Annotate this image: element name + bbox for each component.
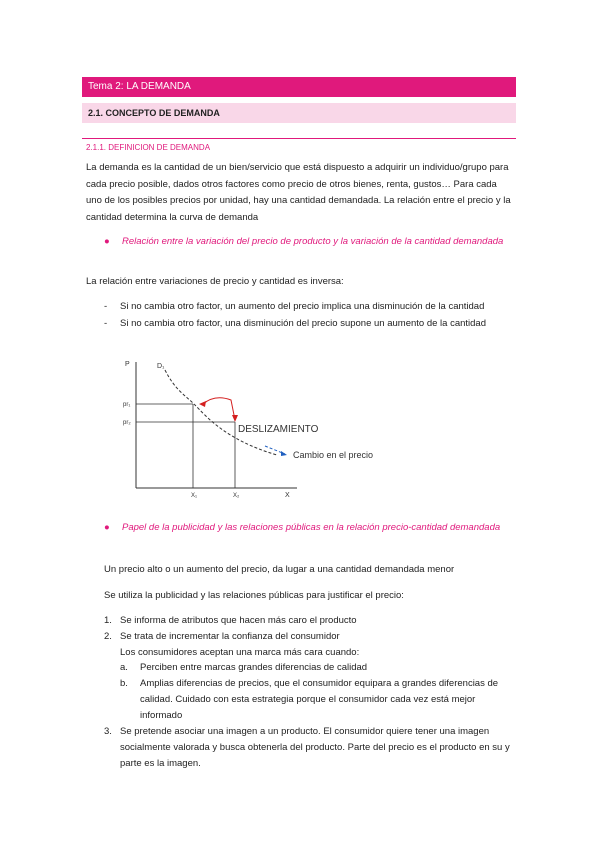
list-item-2-marker: 2. — [104, 631, 112, 642]
demand-curve-graph — [115, 350, 415, 510]
list-item-2-note — [104, 645, 514, 661]
bullet-icon: ● — [104, 236, 110, 247]
sublist-item-a — [120, 660, 514, 676]
sublist-item-a-text: Perciben entre marcas grandes diferencias de calidad — [140, 662, 368, 673]
blue-arrow-head — [281, 451, 287, 456]
dash-item-1: - Si no cambia otro factor, un aumento del precio implica una disminución de la cantidad — [104, 301, 485, 312]
qty1-label: X₁ — [191, 493, 198, 499]
subsection-heading: 2.1.1. DEFINICION DE DEMANDA — [86, 143, 211, 152]
list-item-3 — [104, 724, 514, 772]
intro-paragraph: La demanda es la cantidad de un bien/servicio que está dispuesto a adquirir un individuo/grupo para cada precio posible, dados otros factores como precio de otros bienes, renta, gustos… Para cada uno de los posibles precios por unidad, hay una cantidad demandada. La relación entre el precio y la cantidad determina la curva de demanda — [86, 162, 511, 223]
bullet-relacion — [104, 234, 514, 250]
section-rule — [82, 138, 516, 139]
red-arrow-head-down — [232, 415, 238, 422]
annotation-cambio-precio: Cambio en el precio — [293, 450, 374, 460]
list-item-1 — [104, 613, 514, 629]
relacion-paragraph: La relación entre variaciones de precio y cantidad es inversa: — [86, 276, 344, 287]
bullet-publicidad — [104, 520, 514, 536]
red-arrow-head-left — [199, 401, 206, 407]
bullet-relacion-text: Relación entre la variación del precio de producto y la variación de la cantidad demandada — [122, 236, 504, 247]
qty2-label: X₂ — [233, 493, 240, 499]
topic-header-bar: Tema 2: LA DEMANDA — [82, 77, 516, 97]
curve-label: D₁ — [157, 363, 165, 370]
x-axis-label: X — [285, 492, 290, 499]
list-item-1-marker: 1. — [104, 615, 112, 626]
demand-curve — [165, 370, 277, 455]
list-item-1-text: Se informa de atributos que hacen más caro el producto — [120, 615, 357, 626]
dash-item-1-text: Si no cambia otro factor, un aumento del precio implica una disminución de la cantidad — [120, 301, 485, 312]
list-item-2-note-text: Los consumidores aceptan una marca más cara cuando: — [120, 647, 360, 658]
precio-alto-paragraph: Un precio alto o un aumento del precio, da lugar a una cantidad demandada menor — [104, 564, 455, 575]
annotation-deslizamiento: DESLIZAMIENTO — [238, 424, 319, 435]
dash-item-2: - Si no cambia otro factor, una disminución del precio supone un aumento de la cantidad — [104, 318, 486, 329]
section-header-bar: 2.1. CONCEPTO DE DEMANDA — [82, 103, 516, 123]
sublist-item-b-marker: b. — [120, 678, 128, 689]
sublist-item-a-marker: a. — [120, 662, 128, 673]
bullet-icon: ● — [104, 522, 110, 533]
list-item-2-text: Se trata de incrementar la confianza del consumidor — [120, 631, 340, 642]
dash-item-2-text: Si no cambia otro factor, una disminución del precio supone un aumento de la cantidad — [120, 318, 486, 329]
se-utiliza-paragraph: Se utiliza la publicidad y las relaciones públicas para justificar el precio: — [104, 590, 404, 601]
y-axis-label: P — [125, 361, 130, 368]
list-item-2 — [104, 629, 514, 645]
bullet-publicidad-text: Papel de la publicidad y las relaciones públicas en la relación precio-cantidad demandada — [122, 522, 501, 533]
price2-label: pr₂ — [123, 420, 131, 426]
sublist-item-b — [120, 676, 514, 724]
list-item-3-marker: 3. — [104, 726, 112, 737]
shift-arrow-red — [203, 398, 235, 420]
sublist-item-b-text: Amplias diferencias de precios, que el consumidor equipara a grandes diferencias de calidad. Cuidado con esta estrategia porque el consumidor cada vez está mejor informado — [140, 678, 499, 721]
list-item-3-text: Se pretende asociar una imagen a un producto. El consumidor quiere tener una imagen socialmente valorada y busca obtenerla del producto. Parte del precio es el producto en su y parte es la imagen. — [120, 726, 510, 769]
price1-label: pr₁ — [123, 402, 131, 408]
